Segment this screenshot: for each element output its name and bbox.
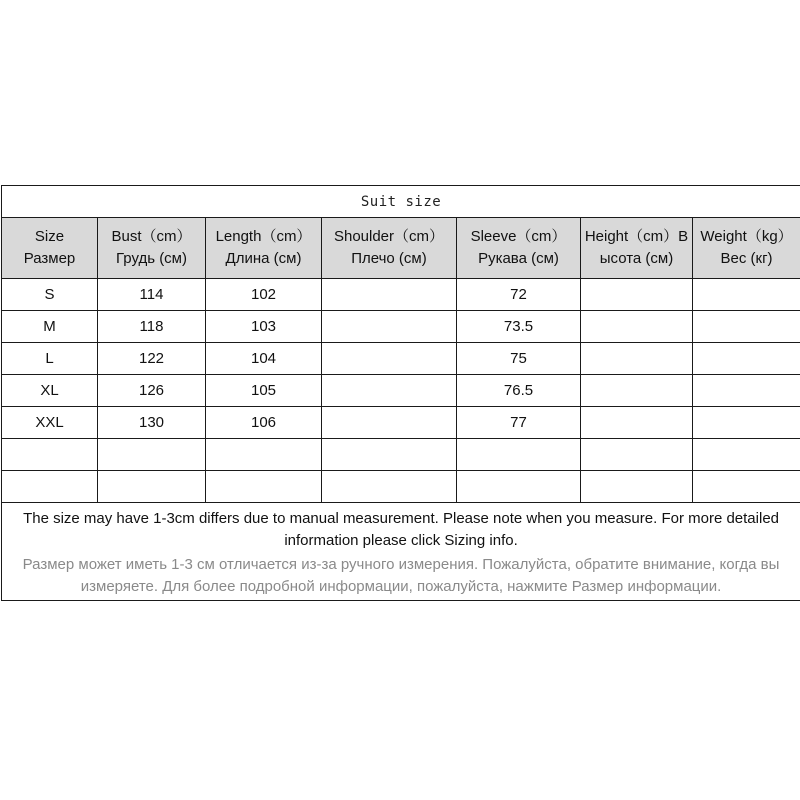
table-row: [2, 311, 800, 343]
cell-weight: [693, 311, 800, 343]
header-length: [206, 218, 322, 279]
size-table: [1, 185, 800, 601]
cell-sleeve: 77: [457, 407, 581, 439]
table-row: [2, 279, 800, 311]
size-note: [2, 503, 800, 601]
cell-shoulder: [322, 407, 457, 439]
header-label-en: Shoulder（cm）: [333, 228, 445, 245]
cell-weight: [693, 375, 800, 407]
header-shoulder: [322, 218, 457, 279]
cell-length: [206, 471, 322, 503]
cell-shoulder: [322, 343, 457, 375]
note-row: [2, 503, 800, 601]
cell-length: 106: [206, 407, 322, 439]
cell-bust: 118: [98, 311, 206, 343]
title-row: [2, 186, 800, 218]
cell-height: [581, 407, 693, 439]
header-weight: [693, 218, 800, 279]
note-english: The size may have 1-3cm differs due to manual measurement. Please note when you measure. For more detailed information please click Sizing info.: [23, 509, 780, 549]
header-label-ru: Рукава (см): [478, 250, 559, 267]
cell-bust: 126: [98, 375, 206, 407]
header-label-ru: Грудь (см): [116, 250, 187, 267]
header-sleeve: [457, 218, 581, 279]
cell-length: 102: [206, 279, 322, 311]
cell-bust: [98, 471, 206, 503]
header-label-ru: Длина (см): [225, 250, 302, 267]
cell-weight: [693, 279, 800, 311]
header-label-ru: Вес (кг): [720, 250, 773, 267]
header-label-en: Length（cm）: [215, 228, 312, 245]
header-label-en: Size: [34, 228, 65, 245]
header-label-ru: Плечо (см): [351, 250, 427, 267]
cell-size: S: [2, 279, 98, 311]
header-label-ru: Размер: [23, 250, 76, 267]
cell-weight: [693, 407, 800, 439]
cell-size: XL: [2, 375, 98, 407]
header-size: [2, 218, 98, 279]
cell-weight: [693, 343, 800, 375]
cell-sleeve: [457, 439, 581, 471]
cell-shoulder: [322, 439, 457, 471]
header-row: [2, 218, 800, 279]
cell-size: [2, 439, 98, 471]
cell-bust: 130: [98, 407, 206, 439]
header-label-ru: ысота (см): [599, 250, 674, 267]
note-russian: Размер может иметь 1-3 см отличается из-за ручного измерения. Пожалуйста, обратите внимание, когда вы измеряете. Для более подробной информации, пожалуйста, нажмите Размер информации.: [22, 555, 780, 595]
table-body: [2, 279, 800, 503]
cell-shoulder: [322, 279, 457, 311]
size-chart: [1, 185, 800, 601]
cell-length: 103: [206, 311, 322, 343]
cell-height: [581, 343, 693, 375]
header-label-en: Bust（cm）: [111, 228, 192, 245]
cell-bust: 114: [98, 279, 206, 311]
cell-sleeve: 73.5: [457, 311, 581, 343]
header-label-en: Height（cm）В: [584, 228, 689, 245]
cell-height: [581, 439, 693, 471]
cell-size: XXL: [2, 407, 98, 439]
cell-length: 105: [206, 375, 322, 407]
cell-sleeve: 76.5: [457, 375, 581, 407]
table-row: [2, 439, 800, 471]
cell-bust: 122: [98, 343, 206, 375]
cell-length: [206, 439, 322, 471]
table-row: [2, 471, 800, 503]
cell-shoulder: [322, 471, 457, 503]
table-title: Suit size: [2, 186, 800, 218]
table-row: [2, 343, 800, 375]
header-bust: [98, 218, 206, 279]
cell-sleeve: 72: [457, 279, 581, 311]
header-label-en: Weight（kg）: [700, 228, 793, 245]
cell-height: [581, 311, 693, 343]
cell-sleeve: [457, 471, 581, 503]
cell-height: [581, 471, 693, 503]
cell-height: [581, 375, 693, 407]
cell-shoulder: [322, 375, 457, 407]
cell-bust: [98, 439, 206, 471]
cell-size: L: [2, 343, 98, 375]
cell-length: 104: [206, 343, 322, 375]
table-row: [2, 407, 800, 439]
table-row: [2, 375, 800, 407]
cell-weight: [693, 439, 800, 471]
cell-sleeve: 75: [457, 343, 581, 375]
cell-size: M: [2, 311, 98, 343]
cell-weight: [693, 471, 800, 503]
cell-size: [2, 471, 98, 503]
cell-shoulder: [322, 311, 457, 343]
header-label-en: Sleeve（cm）: [470, 228, 567, 245]
cell-height: [581, 279, 693, 311]
header-height: [581, 218, 693, 279]
